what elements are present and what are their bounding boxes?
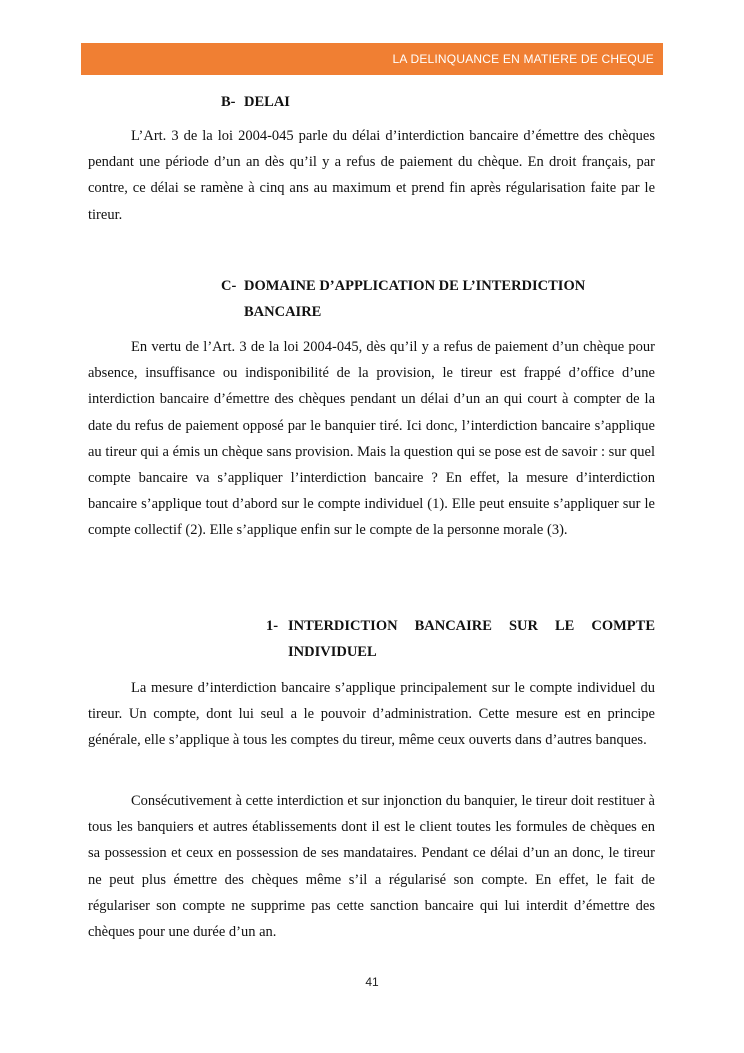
paragraph-c: En vertu de l’Art. 3 de la loi 2004-045, dès qu’il y a refus de paiement d’un chèque pour absence, insuffisance ou indisponibilité de la provision, le tireur est frappé d’office d’une interdiction bancaire d’émettre des chèques pendant un délai d’un an qui court à compter de la date du refus de paiement opposé par le banquier tiré. Ici donc, l’interdiction bancaire s’applique au tireur qui a émis un chèque sans provision. Mais la question qui se pose est de savoir : sur quel compte bancaire va s’appliquer l’interdiction bancaire ? En effet, la mesure d’interdiction bancaire s’applique tout d’abord sur le compte individuel (1). Elle peut ensuite s’appliquer sur le compte collectif (2). Elle s’applique enfin sur le compte de la personne morale (3).	[88, 339, 655, 539]
heading-1-title-line2: INDIVIDUEL	[288, 644, 377, 660]
heading-1-title-line1: INTERDICTION BANCAIRE SUR LE COMPTE	[288, 618, 655, 634]
page-number: 41	[365, 975, 379, 989]
running-header-title: LA DELINQUANCE EN MATIERE DE CHEQUE	[392, 52, 654, 66]
paragraph-1a: La mesure d’interdiction bancaire s’applique principalement sur le compte individuel du tireur. Un compte, dont lui seul a le pouvoir d’administration. Cette mesure est en principe générale, elle s’applique à tous les comptes du tireur, même ceux ouverts dans d’autres banques.	[88, 680, 655, 749]
paragraph-1b: Consécutivement à cette interdiction et sur injonction du banquier, le tireur doit restituer à tous les banquiers et autres établissements dont il est le client toutes les formules de chèques en sa possession et ceux en possession de ses mandataires. Pendant ce délai d’un an donc, le tireur ne peut plus émettre des chèques même s’il a régularisé son compte. En effet, le fait de régulariser son compte ne supprime pas cette sanction bancaire qui lui interdit d’émettre des chèques pour une durée d’un an.	[88, 793, 655, 941]
heading-1	[266, 613, 655, 665]
heading-b-title: DELAI	[244, 94, 290, 110]
heading-1-number: 1-	[266, 618, 279, 634]
heading-b	[221, 89, 290, 115]
running-header	[81, 43, 663, 75]
heading-c	[221, 273, 585, 325]
heading-b-number: B-	[221, 94, 236, 110]
paragraph-b: L’Art. 3 de la loi 2004-045 parle du délai d’interdiction bancaire d’émettre des chèques pendant une période d’un an dès qu’il y a refus de paiement du chèque. En droit français, par contre, ce délai se ramène à cinq ans au maximum et prend fin après régularisation faite par le tireur.	[88, 128, 655, 223]
heading-c-title-line2: BANCAIRE	[244, 304, 322, 320]
heading-c-title-line1: DOMAINE D’APPLICATION DE L’INTERDICTION	[244, 278, 586, 294]
heading-c-number: C-	[221, 278, 237, 294]
